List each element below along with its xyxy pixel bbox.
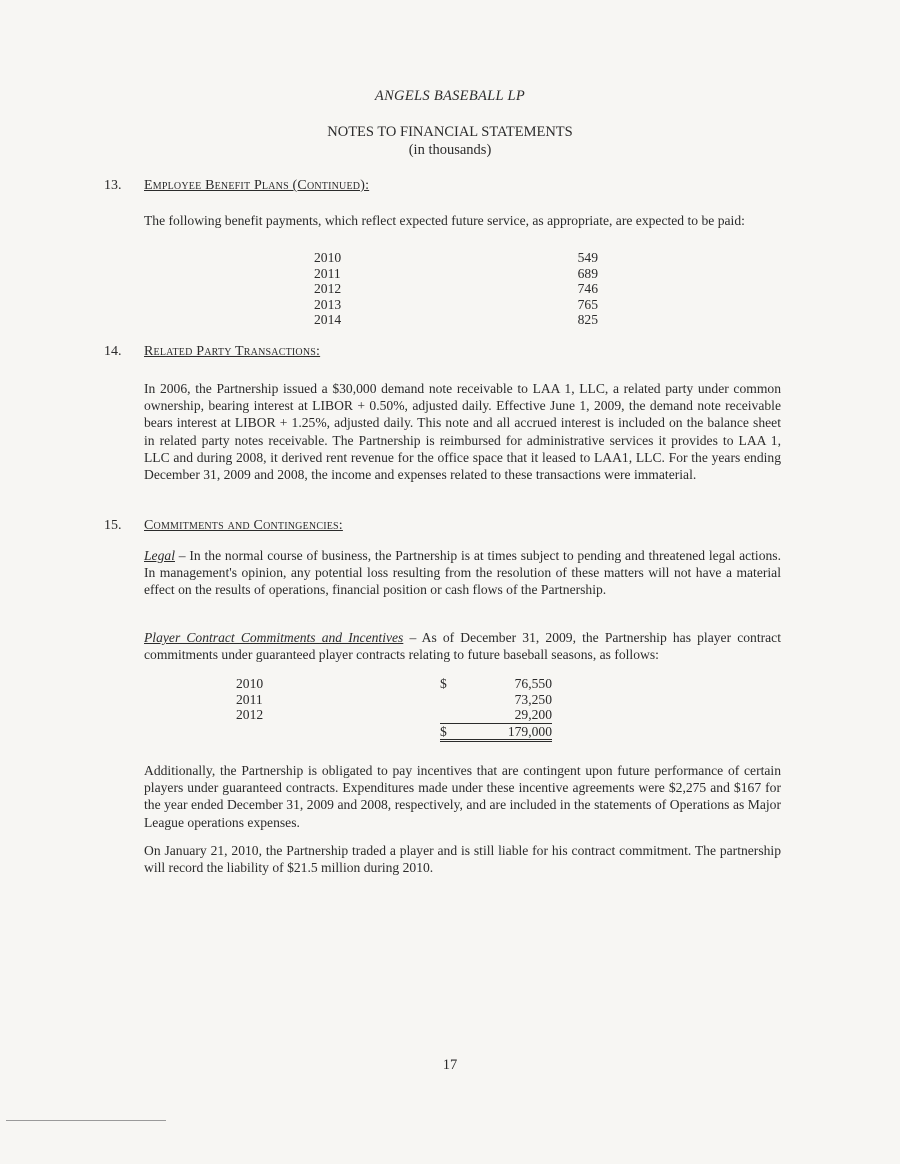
- benefit-payments-table: [314, 250, 598, 328]
- section-13-intro: The following benefit payments, which reflect expected future service, as appropriate, are expected to be paid:: [144, 213, 745, 228]
- commitment-row: [236, 707, 552, 723]
- trade-paragraph: On January 21, 2010, the Partnership traded a player and is still liable for his contract commitment. The partnership will record the liability of $21.5 million during 2010.: [144, 843, 781, 876]
- statement-title-sub: (in thousands): [408, 142, 492, 158]
- benefit-amount: 765: [577, 296, 598, 312]
- section-label: Commitments and Contingencies:: [144, 518, 343, 533]
- legal-label: Legal: [144, 548, 175, 563]
- section-number: 14.: [104, 344, 122, 359]
- commitments-total-row: [236, 723, 552, 741]
- company-name: ANGELS BASEBALL LP: [374, 88, 526, 104]
- statement-title: [0, 123, 900, 159]
- player-text: – As of December 31, 2009, the Partnership has player contract commitments under guaranteed player contracts relating to future baseball seasons, as follows:: [144, 630, 781, 663]
- section-15-heading: [104, 518, 804, 538]
- legal-text: – In the normal course of business, the Partnership is at times subject to pending and threatened legal actions. In management's opinion, any potential loss resulting from the resolution of these matters will not have a material effect on the results of operations, financial position or cash flows of the Partnership.: [144, 548, 781, 598]
- benefit-amount: 825: [577, 312, 598, 328]
- player-commitments-paragraph: [144, 629, 781, 663]
- benefit-year: 2011: [314, 265, 341, 281]
- benefit-amount: 689: [577, 265, 598, 281]
- commitment-currency: [440, 692, 460, 708]
- commitment-amount: 29,200: [460, 707, 552, 723]
- section-14-heading: [104, 344, 804, 364]
- benefit-payment-row: [314, 266, 598, 282]
- benefit-year: 2010: [314, 250, 342, 265]
- benefit-payment-row: [314, 250, 598, 266]
- page-number: 17: [442, 1057, 458, 1073]
- player-commitments-table: [236, 676, 552, 742]
- total-amount: 179,000: [460, 723, 552, 741]
- section-13-heading: [104, 178, 804, 198]
- benefit-year: 2012: [314, 281, 342, 297]
- commitment-currency: $: [440, 676, 447, 691]
- total-currency: $: [440, 723, 460, 741]
- commitment-year: 2010: [236, 676, 264, 691]
- commitment-amount: 76,550: [514, 676, 552, 691]
- scan-edge-line: [6, 1120, 166, 1121]
- player-label: Player Contract Commitments and Incentives: [144, 630, 404, 645]
- commitment-currency: [440, 707, 460, 723]
- statement-title-main: NOTES TO FINANCIAL STATEMENTS: [327, 124, 573, 140]
- section-label: Employee Benefit Plans (Continued):: [144, 178, 370, 193]
- section-number: 13.: [104, 178, 122, 193]
- incentives-paragraph: Additionally, the Partnership is obligated to pay incentives that are contingent upon future performance of certain players under guaranteed contracts. Expenditures made under these incentive agreements were $2,275 and $167 for the year ended December 31, 2009 and 2008, respectively, and are included in the statements of Operations as Major League operations expenses.: [144, 763, 781, 830]
- benefit-payment-row: [314, 297, 598, 313]
- benefit-amount: 549: [577, 250, 598, 265]
- legal-paragraph: [144, 547, 781, 599]
- commitment-amount: 73,250: [514, 691, 552, 707]
- section-14-text: In 2006, the Partnership issued a $30,000 demand note receivable to LAA 1, LLC, a related party under common ownership, bearing interest at LIBOR + 0.50%, adjusted daily. Effective June 1, 2009, the demand note receivable bears interest at LIBOR + 1.25%, adjusted daily. This note and all accrued interest is included on the balance sheet in related party notes receivable. The Partnership is reimbursed for administrative services it provides to LAA 1, LLC and during 2008, it derived rent revenue for the office space that it leased to LAA1, LLC. For the years ending December 31, 2009 and 2008, the income and expenses related to these transactions were immaterial.: [144, 381, 781, 483]
- benefit-year: 2013: [314, 296, 342, 312]
- benefit-payment-row: [314, 281, 598, 297]
- commitment-row: [236, 692, 552, 708]
- section-label: Related Party Transactions:: [144, 344, 321, 359]
- commitment-year: 2011: [236, 691, 263, 707]
- section-number: 15.: [104, 518, 122, 533]
- benefit-year: 2014: [314, 312, 342, 328]
- benefit-amount: 746: [577, 281, 598, 297]
- commitment-year: 2012: [236, 707, 264, 723]
- commitment-row: [236, 676, 552, 692]
- benefit-payment-row: [314, 312, 598, 328]
